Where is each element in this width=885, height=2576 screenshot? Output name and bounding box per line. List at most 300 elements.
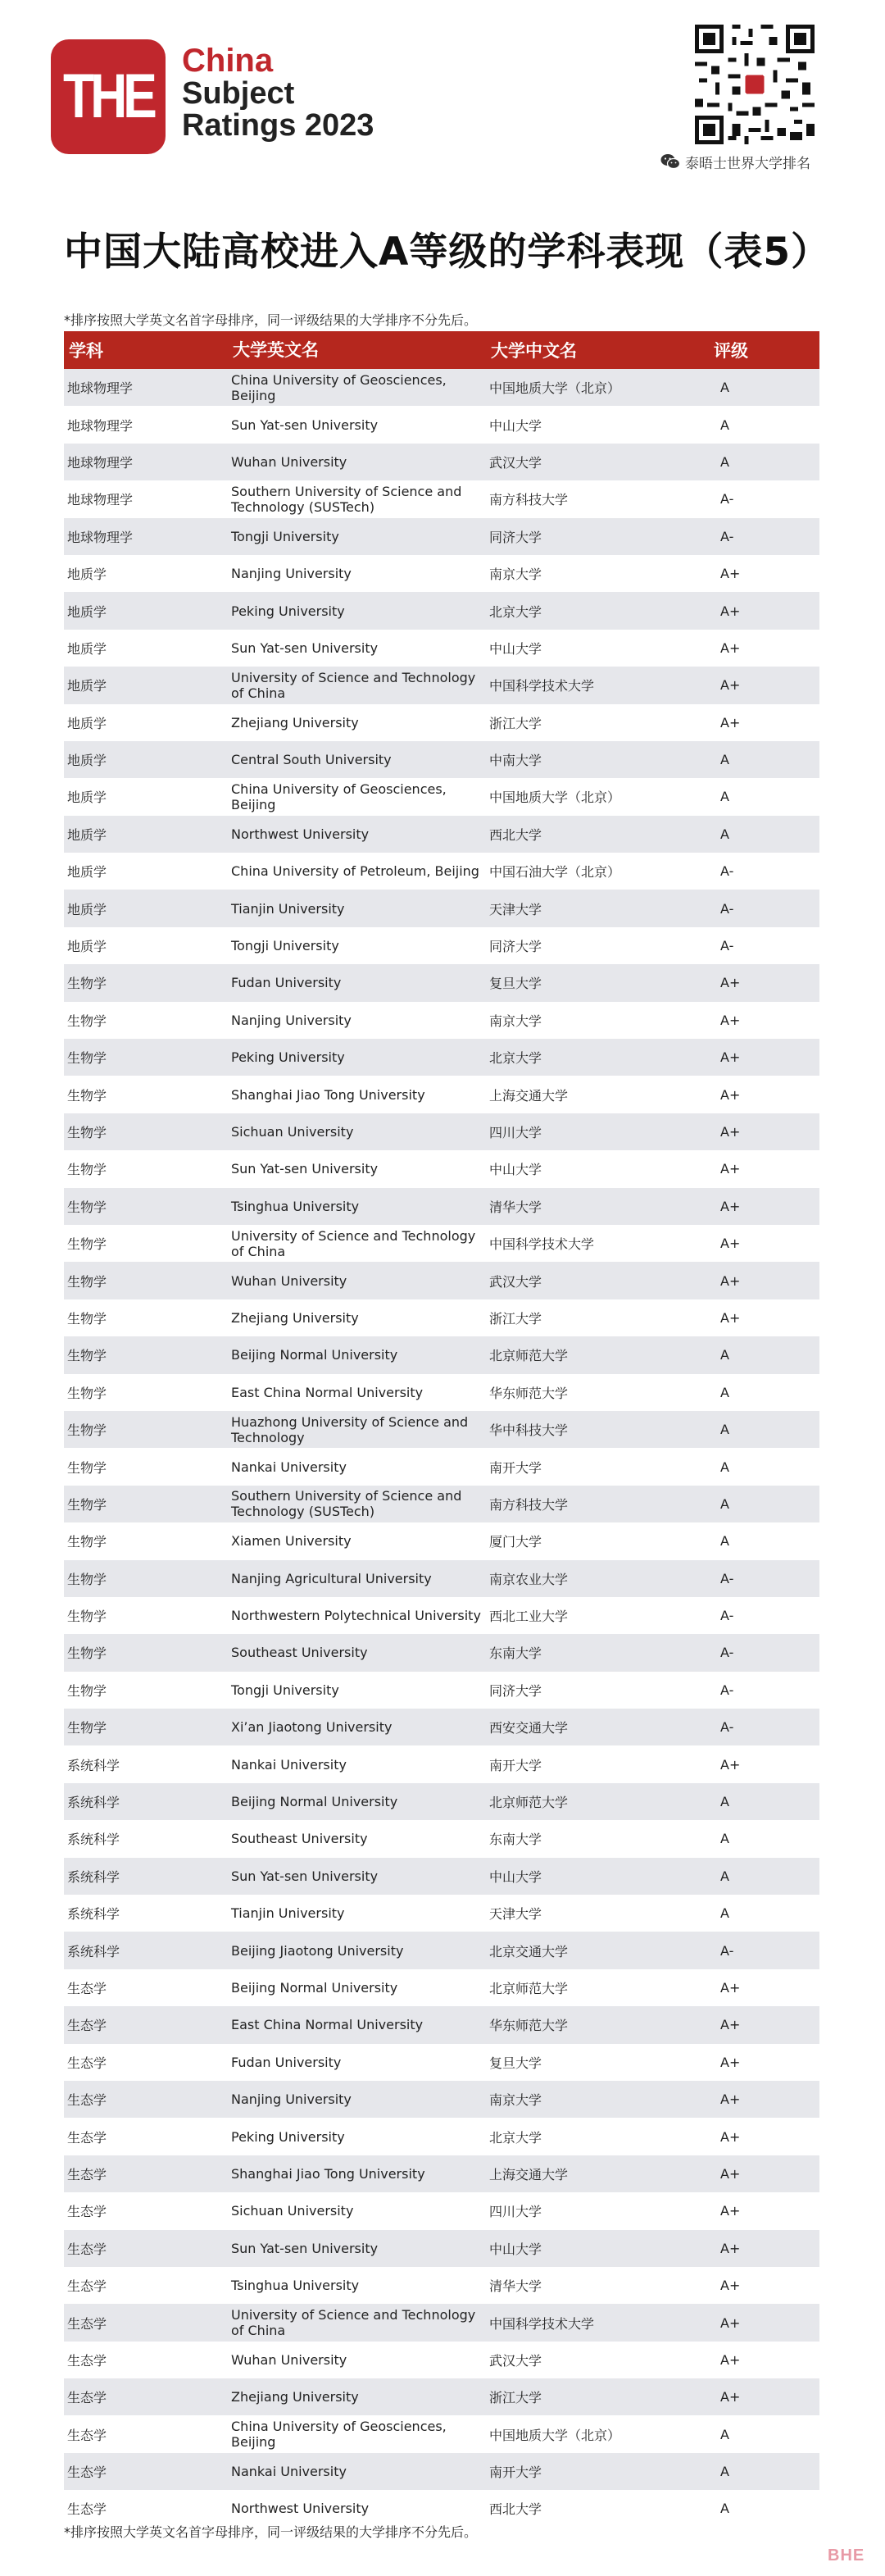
wechat-icon [660,153,680,170]
rating-cell: A+ [720,1979,741,1996]
english-name-cell: China University of Geosciences, Beijing [231,371,447,403]
chinese-name-cell: 中国科学技术大学 [489,2315,595,2332]
table-row [64,853,819,890]
subject-cell: 生物学 [67,1310,107,1327]
subject-cell: 地质学 [67,790,107,806]
brand-line-2: Subject [182,75,295,111]
english-name-cell: Beijing Normal University [231,1979,398,1996]
table-row [64,778,819,815]
english-name-cell: Fudan University [231,975,342,991]
english-name-cell: Fudan University [231,2054,342,2070]
english-name-cell: Beijing Normal University [231,1347,398,1363]
table-row [64,2304,819,2341]
chinese-name-cell: 中国地质大学（北京） [489,2427,621,2443]
table-row [64,1820,819,1857]
table-row [64,1783,819,1820]
rating-cell: A [720,1422,729,1438]
subject-cell: 生态学 [67,2055,107,2071]
chinese-name-cell: 北京师范大学 [489,1795,569,1811]
subject-cell: 系统科学 [67,1795,120,1811]
chinese-name-cell: 上海交通大学 [489,1087,569,1104]
subject-cell: 生物学 [67,1609,107,1625]
subject-cell: 生物学 [67,1534,107,1550]
english-name-cell: Nanjing University [231,566,352,582]
table-row [64,1448,819,1485]
table-row [64,1932,819,1968]
ratings-table [64,331,819,2528]
table-row [64,1299,819,1336]
rating-cell: A [720,380,729,396]
chinese-name-cell: 南方科技大学 [489,492,569,508]
chinese-name-cell: 四川大学 [489,1125,542,1140]
english-name-cell: Nanjing Agricultural University [231,1570,432,1586]
table-row [64,2006,819,2043]
rating-cell: A+ [720,1161,741,1177]
english-name-cell: China University of Geosciences, Beijing [231,2419,447,2451]
subject-cell: 地球物理学 [67,380,134,397]
chinese-name-cell: 南京大学 [489,567,542,583]
subject-cell: 生态学 [67,2315,107,2332]
rating-cell: A+ [720,2091,741,2108]
table-row [64,2342,819,2378]
chinese-name-cell: 西安交通大学 [489,1720,569,1736]
table-row [64,1634,819,1671]
table-row [64,2044,819,2081]
rating-cell: A [720,1868,729,1884]
subject-cell: 生态学 [67,1980,107,1996]
english-name-cell: Northwest University [231,826,370,842]
rating-cell: A [720,789,729,805]
chinese-name-cell: 四川大学 [489,2204,542,2220]
chinese-name-cell: 南京大学 [489,1013,542,1029]
rating-cell: A [720,1384,729,1400]
chinese-name-cell: 北京交通大学 [489,1943,569,1959]
english-name-cell: Nanjing University [231,2091,352,2108]
table-row [64,1895,819,1932]
table-row [64,444,819,480]
subject-cell: 生物学 [67,1422,107,1439]
chinese-name-cell: 清华大学 [489,1199,542,1215]
table-row [64,2453,819,2490]
table-row [64,2378,819,2415]
rating-cell: A+ [720,2240,741,2256]
english-name-cell: Sichuan University [231,1124,354,1140]
subject-cell: 生物学 [67,1087,107,1104]
rating-cell: A+ [720,2351,741,2368]
subject-cell: 生物学 [67,1050,107,1067]
page-title: 中国大陆高校进入A等级的学科表现（表5） [64,230,831,275]
header-subject: 学科 [69,341,103,361]
table-row [64,1336,819,1373]
english-name-cell: Sun Yat-sen University [231,1868,379,1884]
table-row [64,816,819,853]
english-name-cell: Wuhan University [231,2351,347,2368]
rating-cell: A+ [720,677,741,694]
english-name-cell: Peking University [231,603,345,619]
table-row [64,1113,819,1150]
subject-cell: 生态学 [67,2092,107,2109]
table-row [64,1002,819,1039]
chinese-name-cell: 武汉大学 [489,2352,542,2369]
rating-cell: A [720,2426,729,2442]
english-name-cell: Southeast University [231,1645,368,1661]
table-row [64,1486,819,1522]
table-row [64,1188,819,1225]
rating-cell: A [720,453,729,470]
chinese-name-cell: 南方科技大学 [489,1496,569,1513]
subject-cell: 生物学 [67,1236,107,1253]
rating-cell: A+ [720,603,741,619]
rating-cell: A- [720,1570,734,1586]
table-row [64,2081,819,2118]
subject-cell: 生物学 [67,1125,107,1140]
english-name-cell: Huazhong University of Science and Technology [231,1413,469,1445]
subject-cell: 生物学 [67,1273,107,1290]
english-name-cell: University of Science and Technology of China [231,669,476,701]
english-name-cell: Xiamen University [231,1533,352,1550]
rating-cell: A [720,1831,729,1847]
chinese-name-cell: 华东师范大学 [489,2018,569,2034]
table-header [64,331,819,369]
subject-cell: 生态学 [67,2166,107,2182]
rating-cell: A+ [720,2314,741,2331]
table-row [64,592,819,629]
rating-cell: A [720,752,729,768]
table-row [64,667,819,703]
table-row [64,704,819,741]
subject-cell: 地质学 [67,678,107,694]
chinese-name-cell: 北京大学 [489,603,542,620]
chinese-name-cell: 中山大学 [489,2241,542,2257]
rating-cell: A [720,416,729,433]
subject-cell: 生物学 [67,1571,107,1587]
english-name-cell: Sichuan University [231,2203,354,2219]
subject-cell: 生态学 [67,2427,107,2443]
table-row [64,1560,819,1597]
subject-cell: 生态学 [67,2204,107,2220]
english-name-cell: Northwest University [231,2501,370,2517]
english-name-cell: Tsinghua University [231,2278,360,2294]
chinese-name-cell: 东南大学 [489,1645,542,1662]
english-name-cell: University of Science and Technology of China [231,1227,476,1259]
chinese-name-cell: 西北大学 [489,2501,542,2518]
english-name-cell: Tianjin University [231,900,345,917]
table-row [64,2415,819,2452]
table-row [64,1225,819,1262]
subject-cell: 生物学 [67,1199,107,1215]
table-row [64,555,819,592]
rating-cell: A+ [720,1236,741,1252]
subject-cell: 生物学 [67,1162,107,1178]
table-body [64,369,819,2528]
subject-cell: 地质学 [67,864,107,881]
rating-cell: A- [720,528,734,544]
chinese-name-cell: 中山大学 [489,1868,542,1885]
table-row [64,1597,819,1634]
english-name-cell: Sun Yat-sen University [231,2240,379,2256]
chinese-name-cell: 西北工业大学 [489,1609,569,1625]
chinese-name-cell: 天津大学 [489,1906,542,1923]
subject-cell: 地球物理学 [67,529,134,545]
table-row [64,1745,819,1782]
chinese-name-cell: 武汉大学 [489,1273,542,1290]
table-row [64,1858,819,1895]
english-name-cell: Northwestern Polytechnical University [231,1608,481,1624]
subject-cell: 生物学 [67,1348,107,1364]
qr-caption-text: 泰晤士世界大学排名 [685,155,810,172]
table-row [64,1522,819,1559]
chinese-name-cell: 南开大学 [489,1459,542,1476]
subject-cell: 生物学 [67,1496,107,1513]
subject-cell: 生态学 [67,2501,107,2518]
table-row [64,964,819,1001]
rating-cell: A- [720,491,734,507]
subject-cell: 生物学 [67,1645,107,1662]
english-name-cell: Southeast University [231,1831,368,1847]
chinese-name-cell: 南京农业大学 [489,1571,569,1587]
rating-cell: A [720,1459,729,1475]
chinese-name-cell: 厦门大学 [489,1534,542,1550]
rating-cell: A+ [720,2128,741,2145]
subject-cell: 地质学 [67,603,107,620]
rating-cell: A- [720,1608,734,1624]
header-rating: 评级 [714,341,748,361]
rating-cell: A [720,2501,729,2517]
subject-cell: 生物学 [67,976,107,992]
english-name-cell: Xi’an Jiaotong University [231,1719,393,1736]
subject-cell: 地质学 [67,939,107,955]
rating-cell: A [720,2464,729,2480]
subject-cell: 系统科学 [67,1868,120,1885]
chinese-name-cell: 南开大学 [489,1757,542,1773]
rating-cell: A- [720,900,734,917]
header-english-name: 大学英文名 [233,339,319,360]
chinese-name-cell: 复旦大学 [489,2055,542,2071]
chinese-name-cell: 同济大学 [489,1682,542,1699]
rating-cell: A- [720,1719,734,1736]
chinese-name-cell: 中国地质大学（北京） [489,380,621,397]
subject-cell: 系统科学 [67,1943,120,1959]
chinese-name-cell: 北京大学 [489,1050,542,1067]
english-name-cell: Sun Yat-sen University [231,1161,379,1177]
subject-cell: 地球物理学 [67,417,134,434]
subject-cell: 生态学 [67,2464,107,2481]
rating-cell: A+ [720,2278,741,2294]
english-name-cell: Zhejiang University [231,1309,359,1326]
table-row [64,2192,819,2229]
rating-cell: A [720,1347,729,1363]
chinese-name-cell: 华东师范大学 [489,1385,569,1401]
rating-cell: A- [720,1645,734,1661]
table-row [64,890,819,926]
english-name-cell: Wuhan University [231,1272,347,1289]
qr-caption [660,151,874,172]
table-row [64,741,819,778]
rating-cell: A+ [720,1309,741,1326]
rating-cell: A+ [720,639,741,656]
table-row [64,1411,819,1448]
table-row [64,1039,819,1076]
chinese-name-cell: 中国地质大学（北京） [489,790,621,806]
chinese-name-cell: 武汉大学 [489,454,542,471]
english-name-cell: Nankai University [231,1459,347,1475]
chinese-name-cell: 中国科学技术大学 [489,678,595,694]
rating-cell: A [720,1794,729,1810]
rating-cell: A+ [720,2165,741,2182]
english-name-cell: Nankai University [231,1756,347,1773]
subject-cell: 地质学 [67,567,107,583]
rating-cell: A+ [720,1086,741,1103]
table-row [64,1672,819,1709]
table-row [64,518,819,555]
table-row [64,1076,819,1113]
rating-cell: A+ [720,714,741,730]
subject-cell: 系统科学 [67,1832,120,1848]
english-name-cell: Tongji University [231,528,339,544]
english-name-cell: Nanjing University [231,1012,352,1028]
subject-cell: 生态学 [67,2241,107,2257]
watermark: BHE [828,2546,865,2565]
english-name-cell: Beijing Normal University [231,1794,398,1810]
english-name-cell: East China Normal University [231,1384,424,1400]
qr-code-icon [695,25,815,144]
chinese-name-cell: 上海交通大学 [489,2166,569,2182]
table-row [64,1969,819,2006]
rating-cell: A+ [720,1124,741,1140]
subject-cell: 地质学 [67,640,107,657]
subject-cell: 生态学 [67,2390,107,2406]
table-row [64,1262,819,1299]
chinese-name-cell: 复旦大学 [489,976,542,992]
english-name-cell: Peking University [231,2128,345,2145]
english-name-cell: Tsinghua University [231,1198,360,1214]
subject-cell: 地质学 [67,753,107,769]
english-name-cell: East China Normal University [231,2017,424,2033]
chinese-name-cell: 浙江大学 [489,2390,542,2406]
chinese-name-cell: 中山大学 [489,640,542,657]
chinese-name-cell: 北京师范大学 [489,1348,569,1364]
english-name-cell: Beijing Jiaotong University [231,1942,404,1959]
rating-cell: A+ [720,1756,741,1773]
chinese-name-cell: 清华大学 [489,2278,542,2295]
chinese-name-cell: 同济大学 [489,939,542,955]
rating-cell: A+ [720,2203,741,2219]
subject-cell: 生物学 [67,1720,107,1736]
english-name-cell: Shanghai Jiao Tong University [231,1086,425,1103]
english-name-cell: Central South University [231,752,392,768]
chinese-name-cell: 华中科技大学 [489,1422,569,1439]
table-row [64,369,819,406]
english-name-cell: Zhejiang University [231,2389,359,2405]
rating-cell: A- [720,863,734,880]
brand-title [182,44,477,141]
subject-cell: 系统科学 [67,1757,120,1773]
english-name-cell: Tongji University [231,1682,339,1698]
subject-cell: 生物学 [67,1013,107,1029]
chinese-name-cell: 天津大学 [489,901,542,917]
chinese-name-cell: 东南大学 [489,1832,542,1848]
table-row [64,480,819,517]
subject-cell: 生物学 [67,1682,107,1699]
sorting-note-bottom: *排序按照大学英文名首字母排序，同一评级结果的大学排序不分先后。 [64,2524,478,2540]
rating-cell: A+ [720,1049,741,1066]
subject-cell: 生物学 [67,1385,107,1401]
chinese-name-cell: 南京大学 [489,2092,542,2109]
english-name-cell: Sun Yat-sen University [231,416,379,433]
english-name-cell: Zhejiang University [231,714,359,730]
the-logo [51,39,166,154]
english-name-cell: Peking University [231,1049,345,1066]
brand-line-3: Ratings 2023 [182,107,374,143]
chinese-name-cell: 中山大学 [489,1162,542,1178]
table-row [64,2267,819,2304]
rating-cell: A+ [720,975,741,991]
rating-cell: A+ [720,2017,741,2033]
header-chinese-name: 大学中文名 [491,341,577,361]
chinese-name-cell: 西北大学 [489,826,542,843]
subject-cell: 生态学 [67,2352,107,2369]
subject-cell: 地球物理学 [67,454,134,471]
table-row [64,1709,819,1745]
chinese-name-cell: 浙江大学 [489,1310,542,1327]
chinese-name-cell: 中国科学技术大学 [489,1236,595,1253]
sorting-note-top: *排序按照大学英文名首字母排序，同一评级结果的大学排序不分先后。 [64,312,478,328]
brand-line-1: China [182,43,274,79]
chinese-name-cell: 南开大学 [489,2464,542,2481]
english-name-cell: Wuhan University [231,453,347,470]
logo-text: THE [63,61,153,131]
english-name-cell: Tianjin University [231,1905,345,1922]
table-row [64,2155,819,2192]
subject-cell: 系统科学 [67,1906,120,1923]
rating-cell: A+ [720,1012,741,1028]
english-name-cell: Southern University of Science and Technology (SUSTech) [231,1488,462,1520]
table-row [64,1150,819,1187]
chinese-name-cell: 中国石油大学（北京） [489,864,621,881]
subject-cell: 地球物理学 [67,492,134,508]
english-name-cell: Sun Yat-sen University [231,639,379,656]
subject-cell: 地质学 [67,715,107,731]
chinese-name-cell: 北京师范大学 [489,1980,569,1996]
english-name-cell: Southern University of Science and Technology (SUSTech) [231,483,462,515]
table-row [64,1374,819,1411]
english-name-cell: Nankai University [231,2464,347,2480]
rating-cell: A+ [720,1272,741,1289]
rating-cell: A+ [720,566,741,582]
rating-cell: A [720,826,729,842]
subject-cell: 生态学 [67,2018,107,2034]
subject-cell: 地质学 [67,826,107,843]
english-name-cell: China University of Geosciences, Beijing [231,781,447,812]
chinese-name-cell: 中山大学 [489,417,542,434]
rating-cell: A- [720,1942,734,1959]
rating-cell: A- [720,938,734,954]
chinese-name-cell: 中南大学 [489,753,542,769]
rating-cell: A+ [720,2054,741,2070]
table-row [64,2118,819,2155]
chinese-name-cell: 同济大学 [489,529,542,545]
rating-cell: A- [720,1682,734,1698]
table-row [64,927,819,964]
subject-cell: 地质学 [67,901,107,917]
english-name-cell: Shanghai Jiao Tong University [231,2165,425,2182]
rating-cell: A+ [720,2389,741,2405]
english-name-cell: University of Science and Technology of China [231,2307,476,2338]
rating-cell: A [720,1905,729,1922]
rating-cell: A+ [720,1198,741,1214]
chinese-name-cell: 北京大学 [489,2129,542,2146]
chinese-name-cell: 浙江大学 [489,715,542,731]
